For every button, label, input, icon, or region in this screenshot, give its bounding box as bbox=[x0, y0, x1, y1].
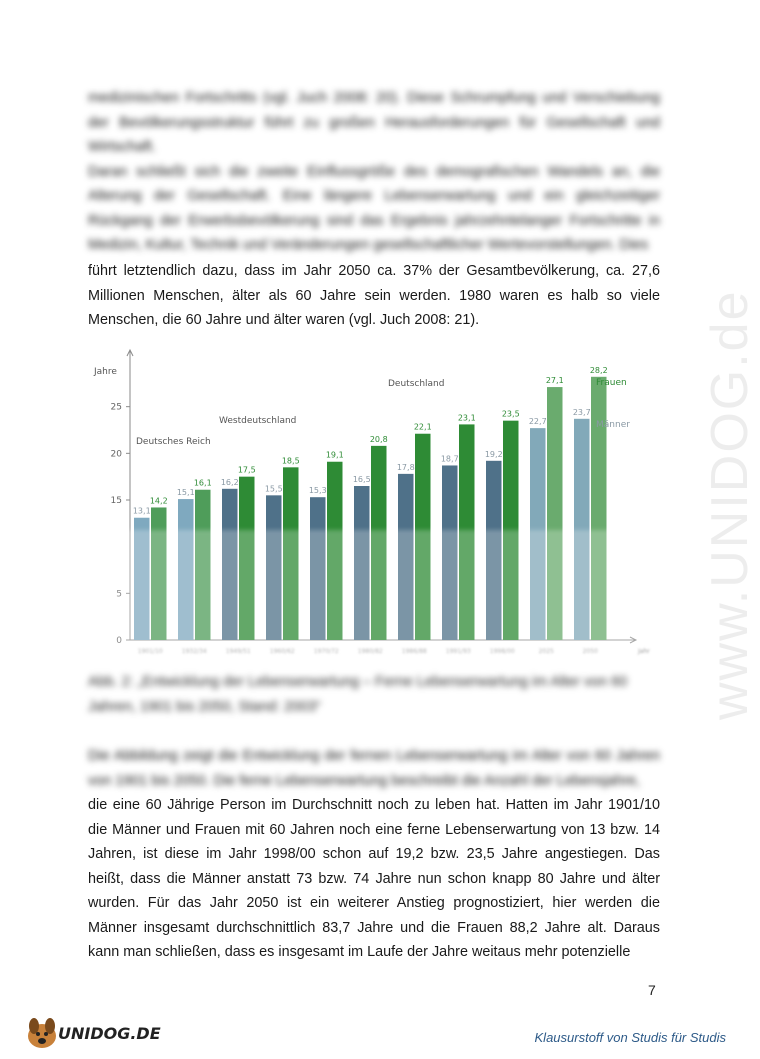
x-tick-label: 1980/82 bbox=[357, 648, 383, 655]
paragraph1-line: der Bevölkerungsstruktur führt zu großen Herausforderungen für Gesellschaft und bbox=[88, 114, 660, 131]
x-tick-label: 1970/72 bbox=[313, 648, 339, 655]
x-tick-label: 1991/93 bbox=[445, 648, 471, 655]
paragraph5-line: heißt, dass die Männer anstatt 73 bzw. 74 Jahre nun schon knapp 80 Jahre und älter bbox=[88, 870, 660, 887]
legend-maenner: Männer bbox=[596, 420, 630, 430]
data-label-men: 16,2 bbox=[220, 477, 239, 487]
paragraph5-line: die eine 60 Jährige Person im Durchschnitt noch zu leben hat. Hatten im Jahr 1901/10 bbox=[88, 797, 660, 813]
data-label-women: 14,2 bbox=[149, 496, 168, 506]
data-label-men: 15,5 bbox=[264, 484, 283, 494]
paragraph4-line: Die Abbildung zeigt die Entwicklung der fernen Lebenserwartung im Alter von 60 Jahren bbox=[88, 748, 660, 764]
data-label-women: 16,1 bbox=[193, 478, 212, 488]
paragraph1-line: Alterung der Gesellschaft. Eine längere Lebenserwartung und ein gleichzeitiger bbox=[88, 188, 660, 204]
footer-logo-text[interactable]: UNIDOG.DE bbox=[58, 1024, 161, 1043]
paragraph1-line: Wirtschaft. bbox=[88, 139, 156, 155]
data-label-men: 18,7 bbox=[440, 454, 459, 464]
y-tick-label: 25 bbox=[110, 402, 122, 413]
x-tick-label: 2050 bbox=[582, 648, 598, 655]
y-tick-label: 15 bbox=[110, 496, 122, 506]
region-label: Deutsches Reich bbox=[136, 437, 211, 447]
y-tick-label: 5 bbox=[116, 589, 122, 600]
data-label-men: 15,1 bbox=[176, 488, 195, 498]
data-label-women: 18,5 bbox=[281, 456, 300, 466]
x-tick-label: 2025 bbox=[538, 648, 554, 655]
data-label-men: 23,7 bbox=[572, 407, 591, 417]
x-tick-label: 1901/10 bbox=[137, 648, 163, 655]
paragraph5-line: Jahren, ist diese im Jahr 1998/00 schon auf 19,2 bzw. 23,5 Jahre angestiegen. Das bbox=[88, 846, 660, 862]
data-label-women: 28,2 bbox=[589, 365, 608, 375]
data-label-women: 20,8 bbox=[369, 434, 388, 444]
data-label-men: 16,5 bbox=[352, 475, 371, 484]
data-label-women: 23,1 bbox=[457, 413, 476, 423]
page-number: 7 bbox=[648, 982, 656, 998]
caption-line: Abb. 2: „Entwicklung der Lebenserwartung – Ferne Lebenserwartung im Alter von 60 bbox=[88, 674, 628, 690]
x-tick-label: 1932/34 bbox=[181, 648, 207, 655]
data-label-men: 15,3 bbox=[308, 486, 327, 496]
data-label-women: 19,1 bbox=[325, 450, 344, 460]
figure-caption bbox=[88, 670, 660, 719]
paragraph-blurred-bottom bbox=[88, 744, 660, 793]
y-tick-label: 0 bbox=[116, 636, 122, 646]
paragraph-analysis-visible bbox=[88, 793, 660, 965]
data-label-women: 22,1 bbox=[413, 422, 432, 432]
paragraph1-line: medizinischen Fortschritts (vgl. Juch 2008: 20). Diese Schrumpfung und Verschiebung bbox=[88, 90, 660, 106]
paragraph-blurred-top bbox=[88, 86, 660, 258]
x-axis-label: Jahr bbox=[638, 648, 650, 655]
paragraph2-line: Millionen Menschen, älter als 60 Jahre sein werden. 1980 waren es halb so viele bbox=[88, 287, 660, 304]
x-tick-label: 1960/62 bbox=[269, 648, 295, 655]
paragraph1-line: Daran schließt sich die zweite Einflussgröße des demografischen Wandels an, die bbox=[88, 163, 660, 180]
data-label-men: 17,8 bbox=[396, 462, 415, 472]
y-tick-label: 20 bbox=[110, 449, 122, 460]
legend-frauen: Frauen bbox=[596, 378, 627, 388]
data-label-women: 27,1 bbox=[545, 376, 564, 386]
x-tick-label: 1998/00 bbox=[489, 648, 515, 655]
footer-slogan: Klausurstoff von Studis für Studis bbox=[534, 1030, 726, 1045]
paragraph-intro-visible bbox=[88, 259, 660, 333]
paragraph4-line: von 1901 bis 2050. Die ferne Lebenserwartung beschreibt die Anzahl der Lebensjahre, bbox=[88, 772, 641, 789]
data-label-men: 22,7 bbox=[528, 417, 547, 427]
data-label-men: 13,1 bbox=[132, 506, 151, 516]
region-label: Deutschland bbox=[388, 379, 445, 389]
caption-line: Jahren, 1901 bis 2050, Stand: 2003“ bbox=[88, 698, 321, 715]
data-label-women: 17,5 bbox=[237, 465, 256, 475]
paragraph5-line: kann man schließen, dass es insgesamt im Laufe der Jahre weitaus mehr potenzielle bbox=[88, 944, 631, 960]
data-label-men: 19,2 bbox=[484, 449, 503, 459]
paragraph2-line: führt letztendlich dazu, dass im Jahr 2050 ca. 37% der Gesamtbevölkerung, ca. 27,6 bbox=[88, 263, 660, 279]
x-tick-label: 1986/88 bbox=[401, 648, 427, 655]
watermark-text: www.UNIDOG.de bbox=[701, 289, 759, 720]
life-expectancy-chart bbox=[88, 340, 648, 662]
x-tick-label: 1949/51 bbox=[225, 648, 251, 655]
y-axis-label: Jahre bbox=[94, 367, 117, 377]
paragraph5-line: die Männer und Frauen mit 60 Jahren noch eine ferne Lebenserwartung von 13 bzw. 14 bbox=[88, 821, 660, 838]
region-label: Westdeutschland bbox=[219, 416, 297, 426]
paragraph1-line: Rückgang der Erwerbsbevölkerung sind das Ergebnis jahrzehntelanger Fortschritte in bbox=[88, 212, 660, 229]
paragraph5-line: wurden. Für das Jahr 2050 ist ein weiterer Anstieg prognostiziert, hier werden die bbox=[88, 895, 660, 911]
data-label-women: 23,5 bbox=[501, 409, 520, 419]
paragraph2-line: Menschen, die 60 Jahre und älter waren (vgl. Juch 2008: 21). bbox=[88, 312, 480, 328]
paragraph5-line: Männer insgesamt durchschnittlich 83,7 Jahre und die Frauen 88,2 Jahre alt. Daraus bbox=[88, 919, 660, 936]
paragraph1-line: Medizin, Kultur, Technik und Veränderungen gesellschaftlicher Wertevorstellungen. Dies bbox=[88, 237, 649, 253]
